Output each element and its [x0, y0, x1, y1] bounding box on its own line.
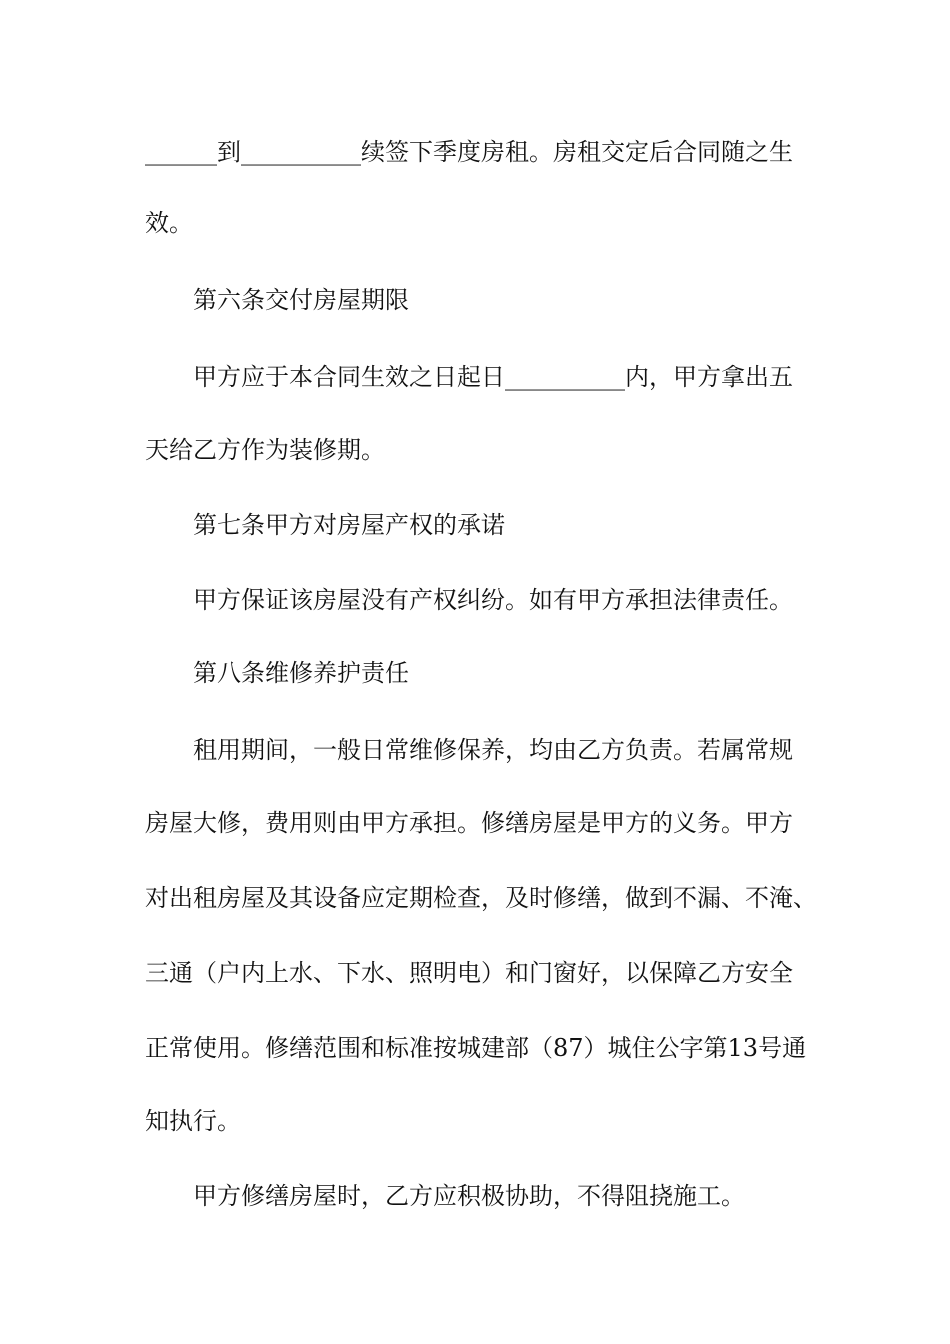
section-heading-8: 第八条维修养护责任 — [193, 659, 409, 687]
text-line: 三通（户内上水、下水、照明电）和门窗好，以保障乙方安全 — [145, 959, 793, 987]
text-line: 对出租房屋及其设备应定期检查，及时修缮，做到不漏、不淹、 — [145, 884, 817, 912]
text-line: 甲方应于本合同生效之日起日__________内，甲方拿出五 — [193, 363, 793, 391]
text-line: 甲方修缮房屋时，乙方应积极协助，不得阻挠施工。 — [193, 1182, 745, 1210]
text-line: 房屋大修，费用则由甲方承担。修缮房屋是甲方的义务。甲方 — [145, 809, 793, 837]
section-heading-6: 第六条交付房屋期限 — [193, 286, 409, 314]
text-line: ______到__________续签下季度房租。房租交定后合同随之生 — [145, 138, 793, 166]
text-line: 甲方保证该房屋没有产权纠纷。如有甲方承担法律责任。 — [193, 586, 793, 614]
text-line: 效。 — [145, 209, 193, 237]
text-line: 租用期间，一般日常维修保养，均由乙方负责。若属常规 — [193, 736, 793, 764]
text-line: 知执行。 — [145, 1107, 241, 1135]
section-heading-7: 第七条甲方对房屋产权的承诺 — [193, 511, 505, 539]
text-line: 正常使用。修缮范围和标准按城建部（87）城住公字第13号通 — [145, 1034, 807, 1062]
text-line: 天给乙方作为装修期。 — [145, 436, 385, 464]
